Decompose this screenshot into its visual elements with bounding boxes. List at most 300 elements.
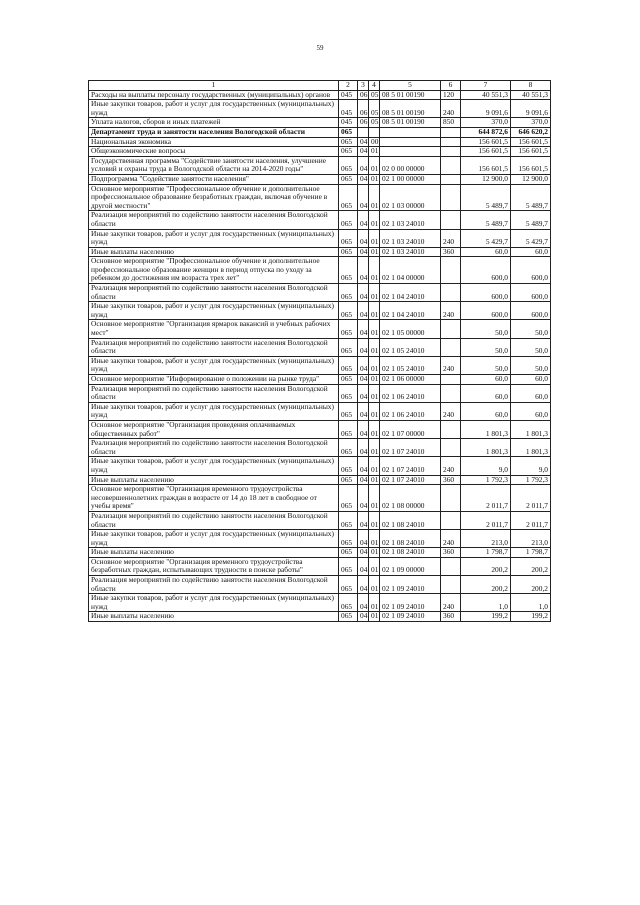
admin-code: 065	[339, 402, 358, 420]
expense-type-code: 120	[441, 90, 461, 100]
subsection-code: 05	[369, 100, 380, 118]
section-code: 04	[358, 356, 369, 374]
expense-type-code: 360	[441, 247, 461, 257]
expense-type-code: 240	[441, 356, 461, 374]
table-header-row	[89, 81, 551, 91]
amount-year-2: 200,2	[511, 557, 551, 575]
table-row	[89, 420, 551, 438]
admin-code: 065	[339, 257, 358, 284]
section-code: 04	[358, 475, 369, 485]
row-description: Реализация мероприятий по содействию занятости населения Вологодской области	[89, 338, 339, 356]
target-item-code: 02 1 03 24010	[380, 247, 441, 257]
section-code: 04	[358, 511, 369, 529]
amount-year-2: 1,0	[511, 594, 551, 612]
table-row	[89, 156, 551, 174]
amount-year-2: 40 551,3	[511, 90, 551, 100]
amount-year-2: 50,0	[511, 338, 551, 356]
amount-year-2: 60,0	[511, 247, 551, 257]
section-code: 04	[358, 211, 369, 229]
table-row	[89, 100, 551, 118]
row-description: Иные закупки товаров, работ и услуг для государственных (муниципальных) нужд	[89, 530, 339, 548]
expense-type-code	[441, 174, 461, 184]
section-code: 04	[358, 594, 369, 612]
admin-code: 065	[339, 137, 358, 147]
admin-code: 065	[339, 557, 358, 575]
amount-year-2: 156 601,5	[511, 147, 551, 157]
target-item-code: 02 1 05 24010	[380, 356, 441, 374]
expense-type-code: 240	[441, 594, 461, 612]
row-description: Реализация мероприятий по содействию занятости населения Вологодской области	[89, 576, 339, 594]
section-code: 04	[358, 557, 369, 575]
amount-year-2: 213,0	[511, 530, 551, 548]
section-code: 04	[358, 137, 369, 147]
expense-type-code	[441, 127, 461, 137]
amount-year-1: 60,0	[461, 402, 511, 420]
amount-year-1: 1 798,7	[461, 548, 511, 558]
admin-code: 045	[339, 100, 358, 118]
table-row	[89, 118, 551, 128]
target-item-code: 02 1 04 24010	[380, 284, 441, 302]
row-description: Иные закупки товаров, работ и услуг для государственных (муниципальных) нужд	[89, 229, 339, 247]
admin-code: 065	[339, 284, 358, 302]
column-header: 8	[511, 81, 551, 91]
subsection-code: 01	[369, 594, 380, 612]
amount-year-1: 644 872,6	[461, 127, 511, 137]
amount-year-2: 60,0	[511, 375, 551, 385]
row-description: Основное мероприятие "Организация временного трудоустройства безработных граждан, испытывающих трудности в поиске работы"	[89, 557, 339, 575]
row-description: Иные выплаты населению	[89, 247, 339, 257]
column-header: 6	[441, 81, 461, 91]
admin-code: 065	[339, 530, 358, 548]
amount-year-2: 60,0	[511, 402, 551, 420]
table-row	[89, 530, 551, 548]
expense-type-code: 360	[441, 475, 461, 485]
amount-year-1: 213,0	[461, 530, 511, 548]
table-row	[89, 247, 551, 257]
subsection-code: 01	[369, 156, 380, 174]
table-row	[89, 548, 551, 558]
subsection-code: 01	[369, 439, 380, 457]
amount-year-2: 156 601,5	[511, 137, 551, 147]
admin-code: 045	[339, 90, 358, 100]
subsection-code: 01	[369, 576, 380, 594]
row-description: Департамент труда и занятости населения Вологодской области	[89, 127, 339, 137]
row-description: Основное мероприятие "Организация ярмарок вакансий и учебных рабочих мест"	[89, 320, 339, 338]
row-description: Реализация мероприятий по содействию занятости населения Вологодской области	[89, 284, 339, 302]
expense-type-code	[441, 420, 461, 438]
admin-code: 065	[339, 320, 358, 338]
admin-code: 065	[339, 174, 358, 184]
row-description: Иные закупки товаров, работ и услуг для государственных (муниципальных) нужд	[89, 594, 339, 612]
table-row	[89, 356, 551, 374]
row-description: Общеэкономические вопросы	[89, 147, 339, 157]
amount-year-1: 2 011,7	[461, 511, 511, 529]
row-description: Основное мероприятие "Профессиональное обучение и дополнительное профессиональное образование женщин в период отпуска по уходу за ребенком до достижения им возраста трех лет"	[89, 257, 339, 284]
column-header: 7	[461, 81, 511, 91]
target-item-code: 02 1 09 24010	[380, 594, 441, 612]
row-description: Реализация мероприятий по содействию занятости населения Вологодской области	[89, 384, 339, 402]
section-code: 04	[358, 147, 369, 157]
subsection-code: 01	[369, 557, 380, 575]
table-row	[89, 137, 551, 147]
amount-year-1: 9 091,6	[461, 100, 511, 118]
section-code: 04	[358, 338, 369, 356]
section-code: 06	[358, 90, 369, 100]
subsection-code: 01	[369, 511, 380, 529]
row-description: Реализация мероприятий по содействию занятости населения Вологодской области	[89, 211, 339, 229]
expense-type-code	[441, 485, 461, 512]
target-item-code: 02 1 05 00000	[380, 320, 441, 338]
table-row	[89, 174, 551, 184]
subsection-code: 01	[369, 485, 380, 512]
subsection-code: 01	[369, 402, 380, 420]
expense-type-code: 360	[441, 548, 461, 558]
amount-year-2: 5 429,7	[511, 229, 551, 247]
column-header: 2	[339, 81, 358, 91]
amount-year-1: 1 792,3	[461, 475, 511, 485]
expense-type-code: 240	[441, 100, 461, 118]
amount-year-2: 156 601,5	[511, 156, 551, 174]
amount-year-2: 1 801,3	[511, 439, 551, 457]
amount-year-1: 60,0	[461, 375, 511, 385]
target-item-code: 02 1 08 24010	[380, 530, 441, 548]
amount-year-2: 50,0	[511, 320, 551, 338]
section-code: 06	[358, 118, 369, 128]
table-row	[89, 475, 551, 485]
target-item-code: 02 1 08 24010	[380, 548, 441, 558]
amount-year-1: 200,2	[461, 576, 511, 594]
amount-year-1: 156 601,5	[461, 156, 511, 174]
table-row	[89, 511, 551, 529]
target-item-code: 02 1 09 00000	[380, 557, 441, 575]
table-row	[89, 147, 551, 157]
admin-code: 065	[339, 439, 358, 457]
expense-type-code	[441, 284, 461, 302]
amount-year-2: 600,0	[511, 302, 551, 320]
amount-year-2: 5 489,7	[511, 211, 551, 229]
table-row	[89, 557, 551, 575]
amount-year-2: 600,0	[511, 257, 551, 284]
section-code	[358, 127, 369, 137]
row-description: Иные закупки товаров, работ и услуг для государственных (муниципальных) нужд	[89, 356, 339, 374]
target-item-code: 02 1 05 24010	[380, 338, 441, 356]
table-row	[89, 90, 551, 100]
table-row	[89, 485, 551, 512]
section-code: 04	[358, 384, 369, 402]
target-item-code: 08 5 01 00190	[380, 118, 441, 128]
table-row	[89, 320, 551, 338]
admin-code: 065	[339, 356, 358, 374]
row-description: Расходы на выплаты персоналу государственных (муниципальных) органов	[89, 90, 339, 100]
target-item-code: 08 5 01 00190	[380, 90, 441, 100]
expense-type-code	[441, 184, 461, 211]
table-row	[89, 612, 551, 622]
table-row	[89, 402, 551, 420]
amount-year-1: 40 551,3	[461, 90, 511, 100]
table-row	[89, 338, 551, 356]
target-item-code: 08 5 01 00190	[380, 100, 441, 118]
target-item-code: 02 1 07 24010	[380, 439, 441, 457]
subsection-code: 01	[369, 211, 380, 229]
section-code: 04	[358, 457, 369, 475]
expense-type-code	[441, 156, 461, 174]
expense-type-code	[441, 375, 461, 385]
row-description: Основное мероприятие "Информирование о положении на рынке труда"	[89, 375, 339, 385]
admin-code: 065	[339, 475, 358, 485]
subsection-code: 01	[369, 612, 380, 622]
section-code: 04	[358, 612, 369, 622]
subsection-code: 05	[369, 118, 380, 128]
section-code: 04	[358, 530, 369, 548]
amount-year-1: 5 429,7	[461, 229, 511, 247]
row-description: Реализация мероприятий по содействию занятости населения Вологодской области	[89, 439, 339, 457]
table-row	[89, 257, 551, 284]
subsection-code: 01	[369, 384, 380, 402]
subsection-code: 01	[369, 548, 380, 558]
amount-year-1: 50,0	[461, 338, 511, 356]
target-item-code: 02 1 08 00000	[380, 485, 441, 512]
target-item-code: 02 1 04 24010	[380, 302, 441, 320]
amount-year-1: 600,0	[461, 257, 511, 284]
row-description: Основное мероприятие "Профессиональное обучение и дополнительное профессиональное образование безработных граждан, включая обучение в другой местности"	[89, 184, 339, 211]
expense-type-code	[441, 147, 461, 157]
section-code: 04	[358, 247, 369, 257]
admin-code: 065	[339, 420, 358, 438]
subsection-code: 01	[369, 302, 380, 320]
row-description: Подпрограмма "Содействие занятости населения"	[89, 174, 339, 184]
subsection-code: 05	[369, 90, 380, 100]
target-item-code: 02 1 07 24010	[380, 457, 441, 475]
subsection-code: 01	[369, 174, 380, 184]
target-item-code	[380, 147, 441, 157]
section-code: 04	[358, 184, 369, 211]
amount-year-1: 1 801,3	[461, 439, 511, 457]
expense-type-code: 240	[441, 302, 461, 320]
row-description: Иные закупки товаров, работ и услуг для государственных (муниципальных) нужд	[89, 402, 339, 420]
amount-year-1: 50,0	[461, 320, 511, 338]
expense-type-code: 850	[441, 118, 461, 128]
expense-type-code	[441, 439, 461, 457]
admin-code: 065	[339, 548, 358, 558]
subsection-code: 01	[369, 229, 380, 247]
row-description: Иные выплаты населению	[89, 548, 339, 558]
expense-type-code	[441, 257, 461, 284]
subsection-code: 01	[369, 184, 380, 211]
table-row	[89, 229, 551, 247]
amount-year-2: 600,0	[511, 284, 551, 302]
admin-code: 065	[339, 247, 358, 257]
table-row	[89, 302, 551, 320]
section-code: 04	[358, 156, 369, 174]
admin-code: 045	[339, 118, 358, 128]
amount-year-2: 9 091,6	[511, 100, 551, 118]
subsection-code: 01	[369, 457, 380, 475]
amount-year-1: 2 011,7	[461, 485, 511, 512]
section-code: 04	[358, 548, 369, 558]
amount-year-1: 199,2	[461, 612, 511, 622]
subsection-code: 00	[369, 137, 380, 147]
expense-type-code	[441, 576, 461, 594]
target-item-code: 02 1 06 24010	[380, 402, 441, 420]
amount-year-2: 9,0	[511, 457, 551, 475]
row-description: Иные закупки товаров, работ и услуг для государственных (муниципальных) нужд	[89, 457, 339, 475]
section-code: 04	[358, 420, 369, 438]
column-header: 5	[380, 81, 441, 91]
amount-year-1: 60,0	[461, 384, 511, 402]
row-description: Иные выплаты населению	[89, 475, 339, 485]
amount-year-2: 1 792,3	[511, 475, 551, 485]
admin-code: 065	[339, 612, 358, 622]
amount-year-1: 12 900,0	[461, 174, 511, 184]
expense-type-code: 240	[441, 229, 461, 247]
row-description: Уплата налогов, сборов и иных платежей	[89, 118, 339, 128]
amount-year-2: 1 798,7	[511, 548, 551, 558]
target-item-code: 02 1 06 00000	[380, 375, 441, 385]
subsection-code: 01	[369, 247, 380, 257]
subsection-code: 01	[369, 475, 380, 485]
target-item-code: 02 1 07 24010	[380, 475, 441, 485]
amount-year-2: 1 801,3	[511, 420, 551, 438]
amount-year-1: 600,0	[461, 302, 511, 320]
target-item-code: 02 1 09 24010	[380, 576, 441, 594]
section-code: 04	[358, 375, 369, 385]
target-item-code: 02 1 07 00000	[380, 420, 441, 438]
section-code: 04	[358, 174, 369, 184]
table-row	[89, 284, 551, 302]
amount-year-2: 12 900,0	[511, 174, 551, 184]
column-header: 4	[369, 81, 380, 91]
subsection-code: 01	[369, 375, 380, 385]
amount-year-1: 370,0	[461, 118, 511, 128]
admin-code: 065	[339, 511, 358, 529]
amount-year-1: 50,0	[461, 356, 511, 374]
admin-code: 065	[339, 147, 358, 157]
admin-code: 065	[339, 302, 358, 320]
amount-year-2: 646 620,2	[511, 127, 551, 137]
row-description: Иные закупки товаров, работ и услуг для государственных (муниципальных) нужд	[89, 100, 339, 118]
subsection-code: 01	[369, 320, 380, 338]
table-row	[89, 211, 551, 229]
amount-year-2: 370,0	[511, 118, 551, 128]
column-header: 3	[358, 81, 369, 91]
admin-code: 065	[339, 457, 358, 475]
expense-type-code: 240	[441, 402, 461, 420]
admin-code: 065	[339, 375, 358, 385]
amount-year-2: 200,2	[511, 576, 551, 594]
target-item-code: 02 0 00 00000	[380, 156, 441, 174]
amount-year-1: 156 601,5	[461, 147, 511, 157]
expense-type-code	[441, 557, 461, 575]
section-code: 04	[358, 302, 369, 320]
target-item-code: 02 1 03 00000	[380, 184, 441, 211]
admin-code: 065	[339, 485, 358, 512]
budget-table	[88, 80, 551, 622]
subsection-code: 01	[369, 147, 380, 157]
target-item-code	[380, 137, 441, 147]
admin-code: 065	[339, 211, 358, 229]
amount-year-2: 60,0	[511, 384, 551, 402]
table-row	[89, 384, 551, 402]
expense-type-code	[441, 338, 461, 356]
target-item-code: 02 1 06 24010	[380, 384, 441, 402]
admin-code: 065	[339, 127, 358, 137]
admin-code: 065	[339, 184, 358, 211]
amount-year-1: 600,0	[461, 284, 511, 302]
subsection-code: 01	[369, 356, 380, 374]
row-description: Основное мероприятие "Организация временного трудоустройства несовершеннолетних граждан в возрасте от 14 до 18 лет в свободное от учебы время"	[89, 485, 339, 512]
expense-type-code	[441, 384, 461, 402]
target-item-code: 02 1 08 24010	[380, 511, 441, 529]
section-code: 04	[358, 576, 369, 594]
subsection-code: 01	[369, 338, 380, 356]
table-row	[89, 127, 551, 137]
column-header: 1	[89, 81, 339, 91]
table-row	[89, 375, 551, 385]
table-body	[89, 90, 551, 621]
amount-year-1: 1 801,3	[461, 420, 511, 438]
section-code: 04	[358, 402, 369, 420]
target-item-code: 02 1 03 24010	[380, 229, 441, 247]
section-code: 04	[358, 439, 369, 457]
expense-type-code: 360	[441, 612, 461, 622]
row-description: Государственная программа "Содействие занятости населения, улучшение условий и охраны труда в Вологодской области на 2014-2020 годы"	[89, 156, 339, 174]
section-code: 04	[358, 229, 369, 247]
subsection-code: 01	[369, 284, 380, 302]
amount-year-2: 199,2	[511, 612, 551, 622]
amount-year-1: 200,2	[461, 557, 511, 575]
subsection-code	[369, 127, 380, 137]
target-item-code: 02 1 04 00000	[380, 257, 441, 284]
row-description: Основное мероприятие "Организация проведения оплачиваемых общественных работ"	[89, 420, 339, 438]
amount-year-1: 156 601,5	[461, 137, 511, 147]
table-row	[89, 439, 551, 457]
amount-year-1: 9,0	[461, 457, 511, 475]
table-row	[89, 594, 551, 612]
amount-year-2: 50,0	[511, 356, 551, 374]
row-description: Иные выплаты населению	[89, 612, 339, 622]
subsection-code: 01	[369, 257, 380, 284]
table-row	[89, 184, 551, 211]
target-item-code: 02 1 09 24010	[380, 612, 441, 622]
section-code: 04	[358, 284, 369, 302]
expense-type-code	[441, 511, 461, 529]
target-item-code: 02 1 00 00000	[380, 174, 441, 184]
expense-type-code: 240	[441, 530, 461, 548]
section-code: 04	[358, 320, 369, 338]
page-number: 59	[316, 44, 324, 52]
subsection-code: 01	[369, 420, 380, 438]
target-item-code: 02 1 03 24010	[380, 211, 441, 229]
row-description: Национальная экономика	[89, 137, 339, 147]
expense-type-code	[441, 137, 461, 147]
expense-type-code	[441, 320, 461, 338]
admin-code: 065	[339, 156, 358, 174]
table-row	[89, 457, 551, 475]
expense-type-code: 240	[441, 457, 461, 475]
amount-year-2: 2 011,7	[511, 511, 551, 529]
section-code: 04	[358, 485, 369, 512]
section-code: 04	[358, 257, 369, 284]
admin-code: 065	[339, 594, 358, 612]
admin-code: 065	[339, 384, 358, 402]
row-description: Иные закупки товаров, работ и услуг для государственных (муниципальных) нужд	[89, 302, 339, 320]
amount-year-1: 5 489,7	[461, 184, 511, 211]
amount-year-1: 1,0	[461, 594, 511, 612]
table-row	[89, 576, 551, 594]
amount-year-2: 2 011,7	[511, 485, 551, 512]
row-description: Реализация мероприятий по содействию занятости населения Вологодской области	[89, 511, 339, 529]
subsection-code: 01	[369, 530, 380, 548]
